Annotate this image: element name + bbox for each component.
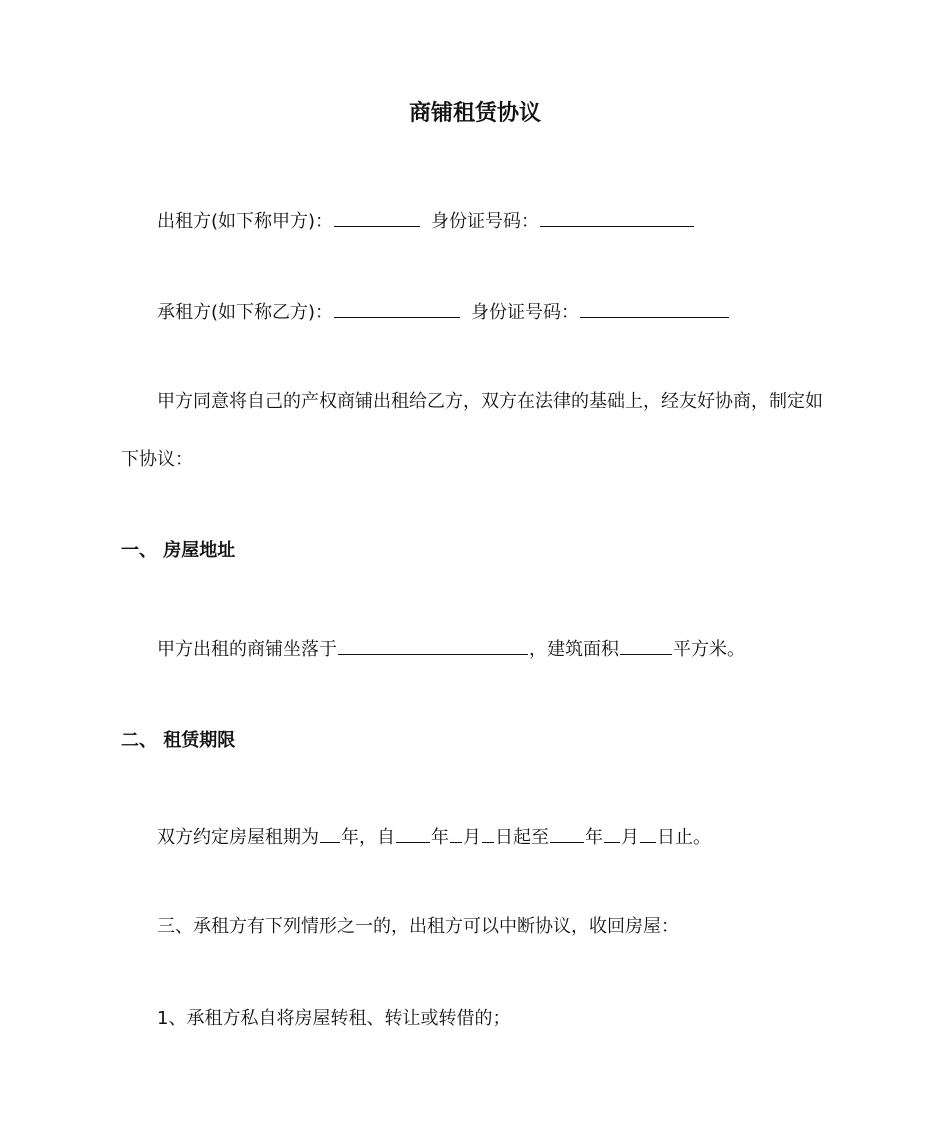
- term-label: 双方约定房屋租期为: [157, 827, 319, 848]
- start-day-blank: [482, 824, 494, 843]
- section-2-heading: 二、 租赁期限: [121, 730, 236, 751]
- lessee-id-blank: [580, 299, 729, 318]
- lessee-id-label: 身份证号码：: [471, 302, 580, 323]
- section-1-text: [157, 636, 745, 662]
- start-day-label: 日起至: [495, 827, 549, 848]
- lessor-name-blank: [334, 208, 420, 227]
- lessee-name-blank: [334, 299, 460, 318]
- section-2-text: [157, 824, 711, 850]
- area-label: ，建筑面积: [529, 639, 619, 660]
- section-1-heading: 一、 房屋地址: [121, 540, 236, 561]
- intro-line-2: 下协议：: [121, 449, 193, 470]
- end-month-blank: [604, 824, 620, 843]
- area-blank: [620, 636, 672, 655]
- end-day-label: 日止。: [657, 827, 711, 848]
- lessor-line: [157, 208, 695, 234]
- end-month-label: 月: [621, 827, 639, 848]
- lessor-label: 出租方(如下称甲方)：: [157, 211, 334, 232]
- section-3-item-1: 1、承租方私自将房屋转租、转让或转借的；: [157, 1008, 511, 1029]
- section-3-heading: 三、承租方有下列情形之一的，出租方可以中断协议，收回房屋：: [157, 916, 679, 937]
- start-month-label: 月: [463, 827, 481, 848]
- address-blank: [338, 636, 528, 655]
- start-year-blank: [396, 824, 430, 843]
- term-years-blank: [320, 824, 340, 843]
- lessee-label: 承租方(如下称乙方)：: [157, 302, 334, 323]
- start-year-label: 年: [431, 827, 449, 848]
- end-year-label: 年: [585, 827, 603, 848]
- lessee-line: [157, 299, 730, 325]
- lessor-id-label: 身份证号码：: [431, 211, 540, 232]
- intro-line-1: 甲方同意将自己的产权商铺出租给乙方，双方在法律的基础上，经友好协商，制定如: [157, 391, 823, 412]
- end-year-blank: [550, 824, 584, 843]
- lessor-id-blank: [540, 208, 694, 227]
- term-from-label: 年，自: [341, 827, 395, 848]
- document-title: 商铺租赁协议: [408, 101, 541, 126]
- start-month-blank: [450, 824, 462, 843]
- end-day-blank: [640, 824, 656, 843]
- area-unit: 平方米。: [673, 639, 745, 660]
- address-label: 甲方出租的商铺坐落于: [157, 639, 337, 660]
